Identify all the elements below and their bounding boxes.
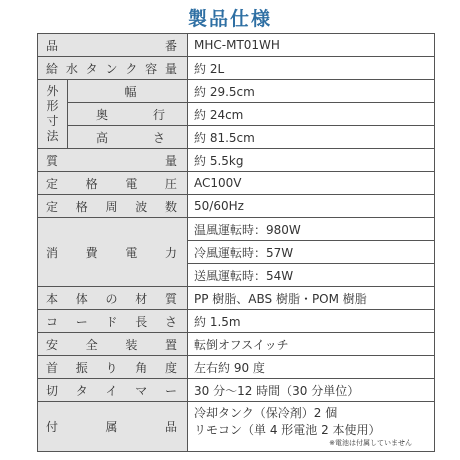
spec-label: コ ー ド 長 さ [46,314,177,329]
spec-label: 安 全 装 置 [46,337,177,352]
spec-value: 約 2L [188,57,435,80]
spec-label: 定 格 周 波 数 [46,199,177,214]
spec-label: 本 体 の 材 質 [46,291,177,306]
spec-value: 約 24cm [188,103,435,126]
spec-label: 定 格 電 圧 [46,176,177,191]
spec-label-outer-dimensions: 外 形 寸 法 [38,80,68,149]
spec-value: 冷風運転時：57W [188,241,435,264]
spec-row [38,195,435,218]
spec-value: 転倒オフスイッチ [188,333,435,356]
spec-value: 約 81.5cm [188,126,435,149]
spec-row [38,126,435,149]
spec-row [38,333,435,356]
spec-value: 送風運転時：54W [188,264,435,287]
spec-value: 約 5.5kg [188,149,435,172]
page-title: 製品仕様 [187,8,272,30]
spec-value: AC100V [188,172,435,195]
spec-row [38,103,435,126]
spec-label: 付 属 品 [46,420,177,434]
spec-row [38,402,435,452]
accessory-line: 冷却タンク（保冷剤）2 個 [194,406,338,420]
spec-row [38,287,435,310]
spec-label: 質 量 [46,153,177,168]
spec-row [38,34,435,57]
spec-value: MHC-MT01WH [188,34,435,57]
spec-row [38,57,435,80]
spec-row [38,310,435,333]
spec-row [38,379,435,402]
spec-label: 品 番 [46,38,177,53]
spec-sub-label: 幅 [124,84,137,99]
spec-label: 給 水 タ ン ク 容 量 [46,61,177,76]
spec-table [37,33,435,452]
battery-note: ※電池は付属していません [329,439,412,447]
spec-value: 約 1.5m [188,310,435,333]
spec-label: 切 タ イ マ ー [46,383,177,398]
spec-value: 約 29.5cm [188,80,435,103]
spec-value: 温風運転時：980W [188,218,435,241]
spec-row [38,172,435,195]
spec-row [38,218,435,241]
spec-value: 左右約 90 度 [188,356,435,379]
spec-row [38,80,435,103]
spec-value: PP 樹脂、ABS 樹脂・POM 樹脂 [188,287,435,310]
spec-sub-label: 高 さ [96,130,165,145]
spec-sub-label: 奥 行 [96,107,165,122]
accessory-line: リモコン（単 4 形電池 2 本使用） [194,423,381,437]
spec-row [38,356,435,379]
spec-value: 30 分～12 時間（30 分単位） [188,379,435,402]
spec-row [38,149,435,172]
spec-label: 首 振 り 角 度 [46,360,177,375]
spec-value: 50/60Hz [188,195,435,218]
spec-label: 消 費 電 力 [46,245,177,260]
spec-value [188,402,435,452]
